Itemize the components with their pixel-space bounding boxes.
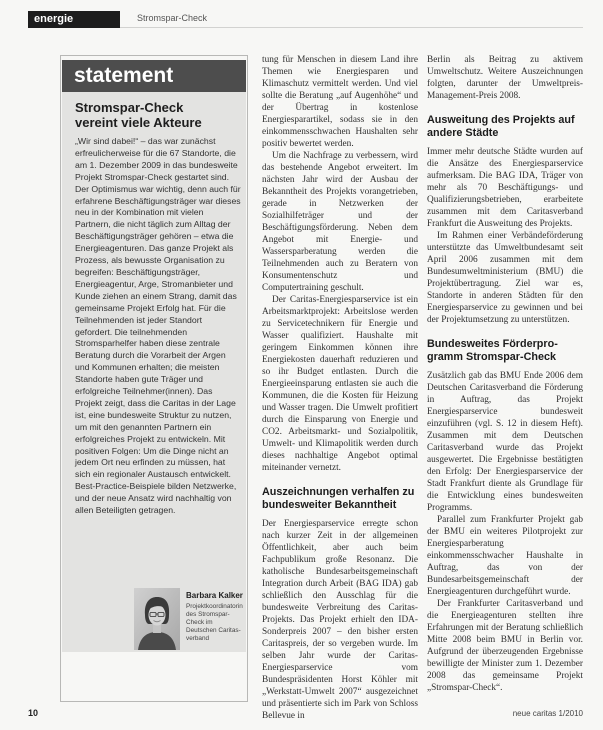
article-paragraph: tung für Menschen in diesem Land ihre Themen wie Energiesparen und Klimaschutz vermittelt werden. Und viel sollte die Beratung „auf Augenhöhe“ und der Übertrag in kostenlose Energiesparartikel, sodass sie in den einkommensschwachen Haushalten sehr positiv bewertet werden. [262,55,418,149]
article-paragraph: Der Energiesparservice erregte schon nach kurzer Zeit in der allgemeinen Öffentlichkeit, aber auch beim Fachpublikum große Resonanz. Die katholische Bundesarbeitsgemeinschaft Integration durch Arbeit (BAG IDA) gab schließlich den Ausschlag für die bundesweite Verbreitung des Caritas-Projekts. Das Projekt erhielt den IDA-Sonderpreis 2007 – den bisher ersten Caritaspreis, der so vergeben wurde. Im selben Jahr wurde der Caritas-Energiesparservice vom Bundespräsidenten Horst Köhler mit „Werkstatt-Umwelt 2007“ ausgezeichnet und präsentierte sich im Park von Schloss Bellevue in [262,519,418,721]
publication-issue: neue caritas 1/2010 [512,709,583,718]
section-tab: energie [28,11,120,28]
page-number: 10 [28,708,39,718]
header-rule [120,27,583,28]
section-heading-awards: Auszeichnungen verhalfen zu bundesweiter Bekanntheit [262,486,415,511]
section-heading-funding-program: Bundesweites Förderprogramm Stromspar-Check [427,338,558,363]
article-paragraph: Parallel zum Frankfurter Projekt gab der BMU ein weiteres Pilotprojekt zur Energiesparberatung einkommensschwacher Haushalte in Auftrag, das von der Bundesarbeitsgemeinschaft der Energieagenturen durchgeführt wurde. [427,515,583,597]
article-paragraph: Immer mehr deutsche Städte wurden auf die Ansätze des Energiesparservice aufmerksam. Die BAG IDA, Träger von mehr als 70 Beschäftigungs- und Qualifizierungsbetrieben, erarbeitete zusammen mit dem Caritasverband Frankfurt die Ausweitung des Projekts. [427,147,583,229]
author-caption: Projektkoordinatorin des Stromspar-Check im Deutschen Caritasverband [186,603,243,642]
article-column-middle [262,54,418,721]
article-paragraph: Um die Nachfrage zu verbessern, wird das bestehende Angebot erweitert. Im nächsten Jahr wird der Ausbau der Bekanntheit des Projekts vorangetrieben, gerade in Netzwerken der Sozialhilfeträger und der Beschäftigungsförderung. Neben dem Angebot mit Energie- und Wassersparberatung werden die Teilnehmenden auch zu Beratern von Konsumentenschutz und Computertraining geschult. [262,151,418,293]
author-name: Barbara Kalker [186,591,243,600]
article-paragraph: Berlin als Beitrag zu aktivem Umweltschutz. Weitere Auszeichnungen folgten, darunter der Umweltpreis-Management-Preis 2008. [427,55,583,101]
statement-label: statement [62,60,246,92]
article-paragraph: Der Frankfurter Caritasverband und die Energieagenturen stellten ihre Erfahrungen mit der Beratung schließlich Mitte 2008 beim BMU in Berlin vor. Aufgrund der überzeugenden Ergebnisse bewilligte der Minister zum 1. Dezember 2008 das gemeinsame Projekt „Stromspar-Check“. [427,599,583,693]
article-column-right [427,54,583,702]
section-heading-expansion: Ausweitung des Projekts auf andere Städte [427,114,575,139]
author-photo [134,588,180,650]
article-paragraph: Zusätzlich gab das BMU Ende 2006 dem Deutschen Caritasverband die Förderung in Auftrag, das Projekt Energiesparservice bundesweit einzuführen (vgl. S. 12 in diesem Heft). Zusammen mit dem Deutschen Caritasverband wurde das Projekt ausgewertet. Die Ergebnisse bestätigten den Erfolg: Der Energiesparservice der Stadt Frankfurt diente als Grundlage für die Entwicklung eines bundesweiten Programms. [427,371,583,513]
article-paragraph: Im Rahmen einer Verbändeförderung unterstützte das Umweltbundesamt seit April 2006 zusammen mit dem Bundesumweltministerium (BMU) die Projektübertragung. Ziel war es, Standorte in anderen Städten für den Energiesparservice zu gewinnen und bei der Projektumsetzung zu unterstützen. [427,231,583,325]
statement-title: Stromspar-Check vereint viele Akteure [75,100,202,130]
author-portrait-image [134,588,180,650]
statement-body: „Wir sind dabei!“ – das war zunächst erfreulicherweise für die 67 Standorte, die am 1. Dezember 2009 in das bundesweite Projekt Stromspar-Check gestartet sind. Der Optimismus war wichtig, denn auch für erfahrene Beschäftigungsträger war dieses neu in der Kombination mit vielen Partnern, die nicht täglich zum Alltag der Beschäftigungsträger gehören – etwa die Energieagenturen. Das ganze Projekt als Prozess, als bewusste Organisation zu begreifen: Beschäftigungsträger, Energieagentur, Arge, Stromanbieter und Kunde ziehen an einem Strang, damit das gemeinsame Projekt Erfolg hat. Für die Teilnehmenden ist jeder Standort gefordert. Die teilnehmenden Stromsparhelfer haben diese zentrale Beratung durch die Vorarbeit der Argen und Kommunen erhalten; die meisten Standorte haben gute Träger und erfolgreiche Teilnehmer(innen). Das Projekt zeigt, dass die Caritas in der Lage ist, eine bundesweite Struktur zu nutzen, um mit den genannten Partnern ein erfolgreiches Projekt zu entwickeln. Mit positiven Folgen: Um die Dinge nicht an jedem Ort neu erfinden zu müssen, hat sich ein regionaler Austausch entwickelt. Best-Practice-Beispiele bilden Netzwerke, und der neue Ansatz wird nachhaltig von allen Beteiligten getragen. [75,136,241,516]
article-paragraph: Der Caritas-Energiesparservice ist ein Arbeitsmarktprojekt: Arbeitslose werden zu Servicetechnikern für Energie und Wasser qualifiziert. Haushalte mit geringem Einkommen können ihre Energiekosten dauerhaft reduzieren und so ihr Budget entlasten. Durch die Energieeinsparung entlasten sie auch die Kommunen, die die Kosten für Heizung und Wasser tragen. Die Umwelt profitiert durch die Einsparung von Energie und CO2. Arbeitsmarkt- und Sozialpolitik, Umwelt- und Klimapolitik werden durch dieses nachhaltige Angebot optimal miteinander vernetzt. [262,295,418,473]
running-title: Stromspar-Check [137,13,208,23]
